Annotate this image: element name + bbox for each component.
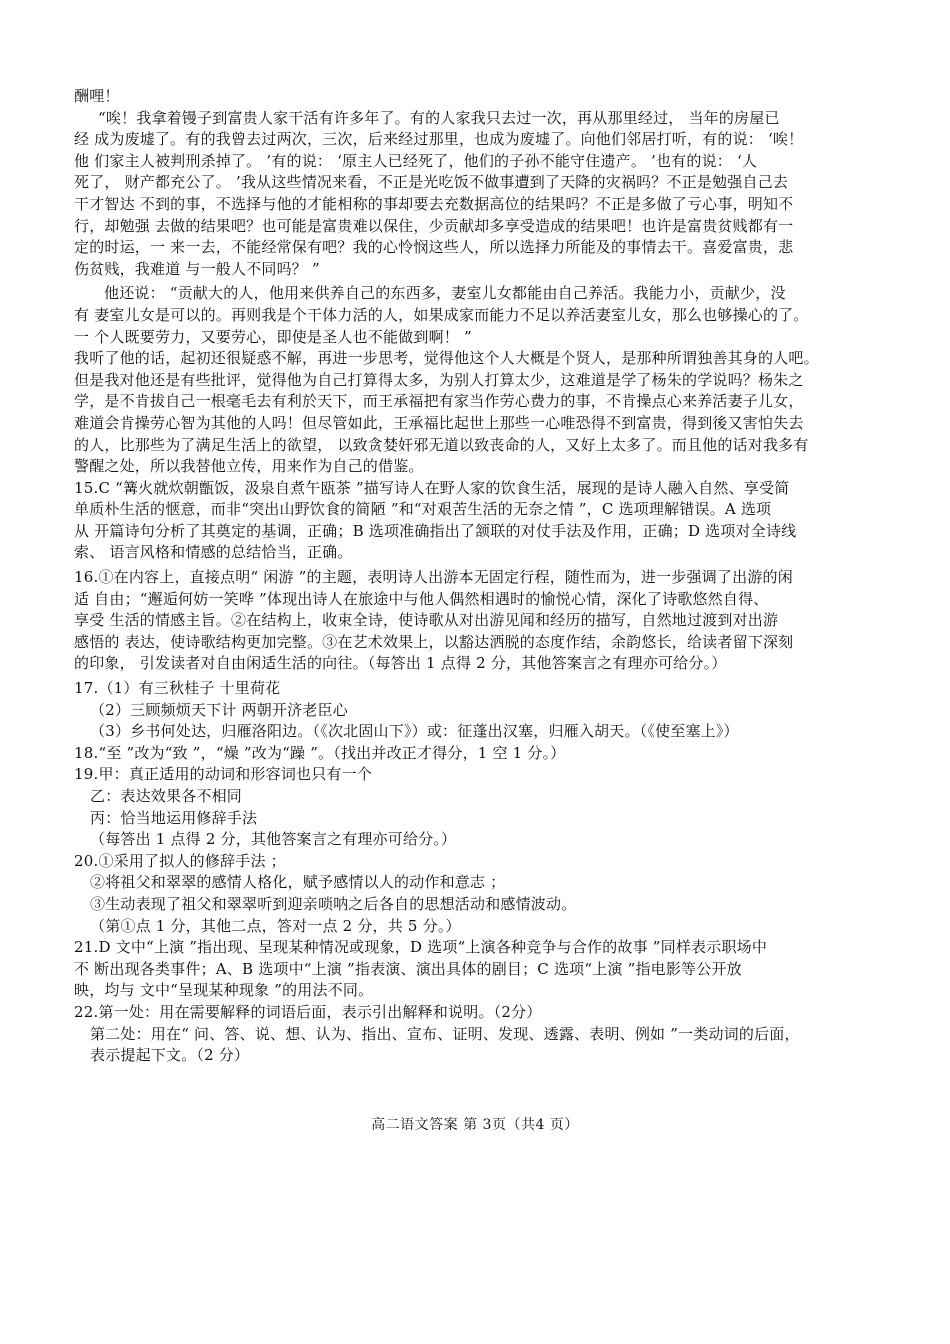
text-line: 表示提起下文。（2 分） <box>90 1046 250 1065</box>
text-line: “唉！我拿着镘子到富贵人家干活有许多年了。有的人家我只去过一次，再从那里经过， 当年的房屋已 <box>98 108 780 127</box>
text-line: 15.C “篝火就炊朝甑饭，汲泉自煮午瓯茶 ”描写诗人在野人家的饮食生活，展现的是诗人融入自然、享受简 <box>74 478 790 497</box>
text-line: 经 成为废墟了。有的我曾去过两次，三次，后来经过那里，也成为废墟了。向他们邻居打听，有的说： ‘唉！ <box>74 130 804 149</box>
text-line: 乙：表达效果各不相同 <box>90 787 243 805</box>
text-line: 行，却勉强 去做的结果吧？也可能是富贵难以保住，少贡献却多享受造成的结果吧！也许是富贵贫贱都有一 <box>74 216 794 235</box>
text-line: 22.第一处：用在需要解释的词语后面，表示引出解释和说明。（2分） <box>74 1002 542 1021</box>
text-line: 伤贫贱，我难道 与一般人不同吗？ ” <box>74 259 320 278</box>
text-line: 17.（1）有三秋桂子 十里荷花 <box>74 679 281 698</box>
text-line: 他还说： “贡献大的人，他用来供养自己的东西多，妻室儿女都能由自己养活。我能力小，贡献少，没 <box>104 284 786 303</box>
text-line: ③生动表现了祖父和翠翠听到迎亲唢呐之后各自的思想活动和感情波动。 <box>90 894 577 913</box>
text-line: 难道会肯操劳心智为其他的人吗！但尽管如此，王承福比起世上那些一心唯恐得不到富贵，得到後又害怕失去 <box>74 413 804 432</box>
text-line: ②将祖父和翠翠的感情人格化，赋予感情以人的动作和意志 ； <box>90 873 506 892</box>
text-line: 19.甲：真正适用的动词和形容词也只有一个 <box>74 765 373 784</box>
text-line: 警醒之处，所以我替他立传，用来作为自己的借鉴。 <box>74 457 424 476</box>
page-footer: 高二语文答案 第 3页（共4 页） <box>371 1117 579 1133</box>
text-line: 的印象， 引发读者对自由闲适生活的向往。（每答出 1 点得 2 分，其他答案言之有理亦可给分。） <box>74 654 727 673</box>
text-line: 他 们家主人被判刑杀掉了。 ’有的说： ‘原主人已经死了，他们的子孙不能守住遗产。 ’也有的说： ‘人 <box>74 151 758 170</box>
text-line: （3）乡书何处达，归雁洛阳边。（《次北固山下》）或：征蓬出汉塞，归雁入胡天。（《使至塞上》） <box>90 722 739 741</box>
text-line: 一 个人既要劳力，又要劳心，即使是圣人也不能做到啊！ ” <box>74 327 472 346</box>
text-line: 的人，比那些为了满足生活上的欲望， 以致贪婪奸邪无道以致丧命的人，又好上太多了。而且他的话对我多有 <box>74 435 809 454</box>
text-line: 丙：恰当地运用修辞手法 <box>90 808 258 827</box>
text-line: （2）三顾频烦天下计 两朝开济老臣心 <box>90 700 348 719</box>
text-line: 享受 生活的情感主旨。②在结构上，收束全诗，使诗歌从对出游见闻和经历的描写，自然地过渡到对出游 <box>74 611 779 630</box>
text-line: 从 开篇诗句分析了其奠定的基调，正确；B 选项准确指出了颔联的对仗手法及作用，正确；D 选项对全诗线 <box>74 521 797 540</box>
text-line: 干才智达 不到的事，不选择与他的才能相称的事却要去充数据高位的结果吗？不正是多做了亏心事，明知不 <box>74 194 794 213</box>
text-line: 不 断出现各类事件；A、B 选项中“上演 ”指表演、演出具体的剧目；C 选项“上演 ”指电影等公开放 <box>74 959 742 978</box>
text-line: 酬哩！ <box>74 87 120 105</box>
text-line: （第①点 1 分，其他二点，答对一点 2 分，共 5 分。） <box>90 916 461 935</box>
text-line: 学，是不肯拔自己一根毫毛去有利於天下，而王承福把有家当作劳心费力的事，不肯操点心来养活妻子儿女， <box>74 392 804 411</box>
text-line: 单质朴生活的惬意，而非“突出山野饮食的简陋 ”和“对艰苦生活的无奈之情 ”，C 选项理解错误。A 选项 <box>74 500 772 519</box>
text-line: 第二处：用在“ 问、答、说、想、认为、指出、宣布、证明、发现、透露、表明、例如 ”一类动词的后面， <box>90 1024 800 1043</box>
text-line: 映，均与 文中“呈现某种现象 ”的用法不同。 <box>74 981 374 1000</box>
text-line: 18.“至 ”改为“致 ”，“燥 ”改为“躁 ”。（找出并改正才得分，1 空 1 分。） <box>74 743 566 762</box>
text-line: 死了， 财产都充公了。 ’我从这些情况来看，不正是光吃饭不做事遭到了天降的灾祸吗？不正是勉强自己去 <box>74 173 789 192</box>
text-line: 16.①在内容上，直接点明“ 闲游 ”的主题，表明诗人出游本无固定行程，随性而为，进一步强调了出游的闲 <box>74 568 793 587</box>
text-line: 我听了他的话，起初还很疑惑不解，再进一步思考，觉得他这个人大概是个贤人，是那种所谓独善其身的人吧。 <box>74 349 819 368</box>
text-line: 但是我对他还是有些批评，觉得他为自己打算得太多，为别人打算太少，这难道是学了杨朱的学说吗？杨朱之 <box>74 370 804 389</box>
answer-document <box>74 86 880 1067</box>
text-line: （每答出 1 点得 2 分，其他答案言之有理亦可给分。） <box>90 830 457 849</box>
text-line: 20.①采用了拟人的修辞手法 ； <box>74 851 286 870</box>
text-line: 适 自由；“邂逅何妨一笑哗 ”体现出诗人在旅途中与他人偶然相遇时的愉悦心情，深化了诗歌悠然自得、 <box>74 589 769 608</box>
text-line: 有 妻室儿女是可以的。再则我是个干体力活的人，如果成家而能力不足以养活妻室儿女，那么也够操心的了。 <box>74 305 809 324</box>
text-line: 感悟的 表达，使诗歌结构更加完整。③在艺术效果上，以豁达洒脱的态度作结，余韵悠长，给读者留下深刻 <box>74 632 794 651</box>
text-line: 21.D 文中“上演 ”指出现、呈现某种情况或现象，D 选项“上演各种竞争与合作的故事 ”同样表示职场中 <box>74 938 768 957</box>
text-line: 索、 语言风格和情感的总结恰当，正确。 <box>74 543 353 562</box>
text-line: 定的时运，一 来一去，不能经常保有吧？我的心怜悯这些人，所以选择力所能及的事情去干。喜爱富贵，悲 <box>74 238 794 257</box>
